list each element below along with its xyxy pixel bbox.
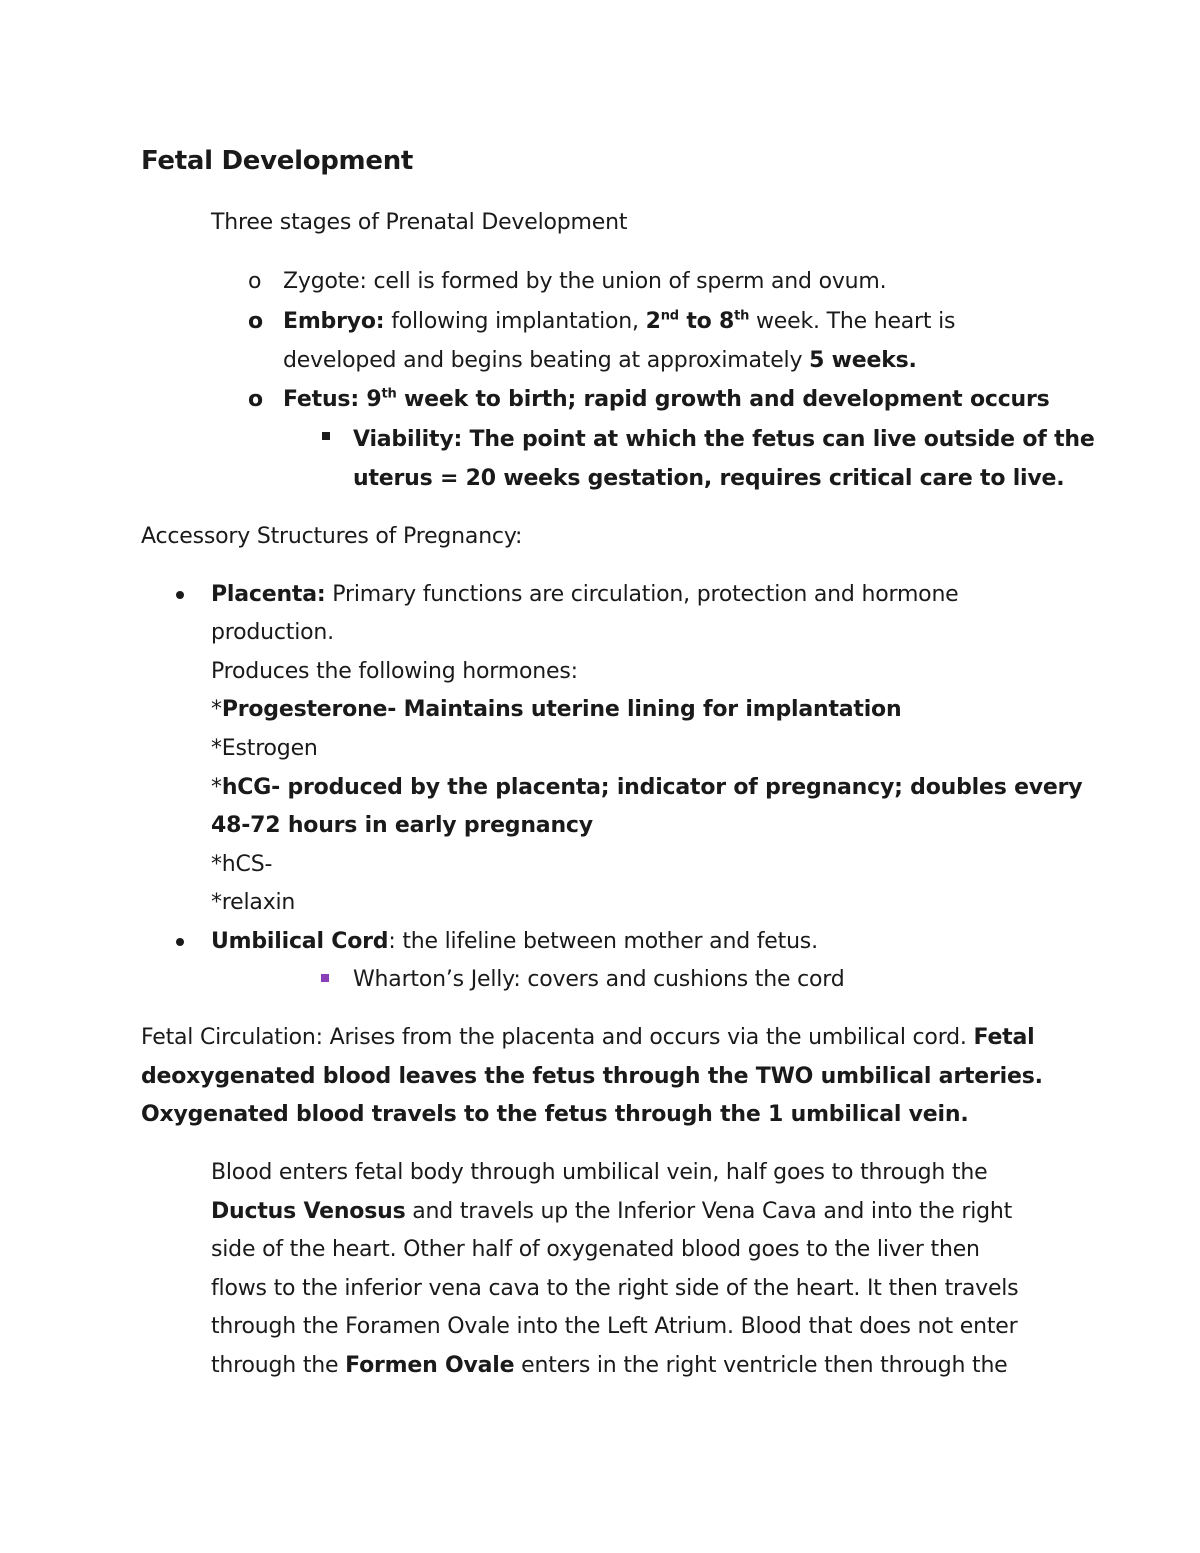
embryo-line-1: [283, 307, 955, 337]
formen-ovale-term: Formen Ovale: [345, 1353, 515, 1378]
ductus-venosus-term: Ductus Venosus: [211, 1199, 406, 1224]
embryo-text-2: week. The heart is: [749, 309, 956, 334]
circulation-para-text: enters in the right ventricle then through the: [514, 1353, 1008, 1378]
circulation-para-line-5: through the Foramen Ovale into the Left Atrium. Blood that does not enter: [211, 1314, 1018, 1339]
wharton-line: Wharton’s Jelly: covers and cushions the cord: [353, 967, 845, 992]
embryo-text: following implantation,: [384, 309, 646, 334]
umbilical-label: Umbilical Cord: [211, 929, 389, 954]
circulation-line-2: deoxygenated blood leaves the fetus through the TWO umbilical arteries.: [141, 1064, 1043, 1089]
embryo-label: Embryo:: [283, 309, 385, 334]
progesterone-text: Progesterone- Maintains uterine lining for implantation: [221, 697, 902, 722]
circle-bullet-icon: o: [248, 309, 264, 334]
hormone-relaxin: *relaxin: [211, 890, 296, 915]
hormones-intro: Produces the following hormones:: [211, 659, 578, 684]
embryo-week-start: 2: [645, 309, 661, 334]
placenta-line-1: [211, 580, 959, 610]
circulation-para-line-2: [211, 1197, 1012, 1227]
placenta-line-2: production.: [211, 620, 334, 645]
hormone-marker: *: [211, 775, 222, 800]
circulation-bold-start: Fetal: [973, 1025, 1035, 1050]
fetus-line: [283, 385, 1050, 415]
fetus-week-suffix: th: [381, 386, 397, 402]
circulation-para-line-3: side of the heart. Other half of oxygenated blood goes to the liver then: [211, 1237, 980, 1262]
circulation-para-line-4: flows to the inferior vena cava to the right side of the heart. It then travels: [211, 1276, 1019, 1301]
embryo-week-start-suffix: nd: [660, 308, 679, 324]
hormone-estrogen: *Estrogen: [211, 736, 318, 761]
umbilical-text: : the lifeline between mother and fetus.: [388, 929, 818, 954]
embryo-week-end-suffix: th: [734, 308, 750, 324]
hormone-progesterone: [211, 695, 901, 725]
circulation-para-line-6: [211, 1351, 1008, 1381]
embryo-week-end: to 8: [678, 309, 735, 334]
hormone-hcg-line-1: [211, 773, 1082, 803]
placenta-label: Placenta:: [211, 582, 326, 607]
embryo-line-2: [283, 346, 917, 376]
circulation-line-1: [141, 1023, 1034, 1053]
umbilical-line: [211, 927, 818, 957]
accessory-heading: Accessory Structures of Pregnancy:: [141, 524, 523, 549]
square-bullet-icon: [321, 974, 329, 982]
embryo-heart-text: developed and begins beating at approximately: [283, 348, 810, 373]
hcg-text: hCG- produced by the placenta; indicator of pregnancy; doubles every: [221, 775, 1083, 800]
circulation-para-line-1: Blood enters fetal body through umbilical vein, half goes to through the: [211, 1160, 988, 1185]
circle-bullet-icon: o: [248, 269, 262, 294]
circle-bullet-icon: o: [248, 387, 264, 412]
fetus-text: week to birth; rapid growth and development occurs: [396, 387, 1050, 412]
page-title: Fetal Development: [141, 146, 414, 176]
circulation-line-3: Oxygenated blood travels to the fetus through the 1 umbilical vein.: [141, 1102, 969, 1127]
hormone-hcg-line-2: 48-72 hours in early pregnancy: [211, 813, 593, 838]
placenta-text: Primary functions are circulation, protection and hormone: [325, 582, 959, 607]
circulation-text: Fetal Circulation: Arises from the placenta and occurs via the umbilical cord.: [141, 1025, 974, 1050]
square-bullet-icon: [322, 432, 330, 440]
hormone-hcs: *hCS-: [211, 852, 273, 877]
circulation-para-text: and travels up the Inferior Vena Cava and into the right: [405, 1199, 1013, 1224]
fetus-label: Fetus: 9: [283, 387, 382, 412]
zygote-text: Zygote: cell is formed by the union of sperm and ovum.: [283, 269, 887, 294]
stages-heading: Three stages of Prenatal Development: [211, 210, 628, 235]
viability-line-1: Viability: The point at which the fetus can live outside of the: [353, 427, 1095, 452]
hormone-marker: *: [211, 697, 222, 722]
bullet-dot-icon: [176, 938, 184, 946]
embryo-heart-weeks: 5 weeks.: [809, 348, 917, 373]
circulation-para-text: through the: [211, 1353, 346, 1378]
bullet-dot-icon: [176, 591, 184, 599]
viability-line-2: uterus = 20 weeks gestation, requires critical care to live.: [353, 466, 1065, 491]
